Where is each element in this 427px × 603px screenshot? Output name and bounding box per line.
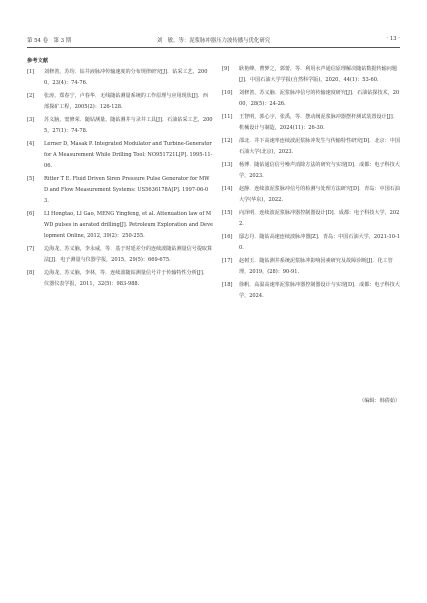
reference-text: 边海龙，苏义脑，李永威，等．基于时延差分的连续波随钻测量信号提取算法[J]．电子测量与仪器学报，2015，29(5)：669-675. <box>44 246 213 263</box>
reference-number: [15] <box>222 210 233 216</box>
reference-number: [10] <box>222 90 233 96</box>
reference-number: [11] <box>222 114 233 120</box>
reference-item <box>27 244 213 266</box>
reference-item <box>222 160 400 182</box>
reference-list-right <box>222 64 400 302</box>
reference-number: [6] <box>27 211 35 217</box>
reference-item <box>222 208 400 230</box>
reference-number: [4] <box>27 141 35 147</box>
reference-number: [2] <box>27 93 35 99</box>
running-title: 刘 敏，等：泥浆脉冲器压力波传播与优化研究 <box>156 38 271 44</box>
references-right-column <box>222 64 400 304</box>
reference-text: 王智明，郭心宇，张禹，等．摆动阀泥浆脉冲器摆杆测试装置设计[J]．机械设计与制造，2024(11)：26-30. <box>239 114 398 131</box>
reference-number: [14] <box>222 186 233 192</box>
reference-item <box>222 232 400 254</box>
volume-issue: 第 54 卷 第 3 期 <box>27 38 72 44</box>
references-left-column <box>27 56 213 292</box>
reference-text: Ritter T E. Fluid Driven Siren Pressure Pulse Generator for MWD and Flow Measurement Systems: US5636178A[P]. 1997-06-03. <box>44 176 210 204</box>
reference-number: [5] <box>27 176 35 182</box>
reference-text: 苏义脑，窦修荣．随钻测量、随钻测井与录井工具[J]．石油钻采工艺，2005，27(1)：74-78. <box>44 117 213 134</box>
reference-number: [13] <box>222 162 233 168</box>
reference-text: Lerner D, Masak P. Integrated Modulator and Turbine-Generator for A Measurement While Drilling Tool: NO951721L[P]. 1995-11-06. <box>44 141 213 169</box>
reference-item <box>222 64 400 86</box>
running-header <box>27 36 400 46</box>
reference-number: [3] <box>27 117 35 123</box>
reference-text: 徐帆．高温高速率泥浆脉冲器控制器设计与实现[D]．成都：电子科技大学，2024. <box>239 282 400 299</box>
reference-item <box>27 209 213 242</box>
reference-item <box>27 139 213 172</box>
reference-item <box>27 67 213 89</box>
reference-item <box>222 88 400 110</box>
reference-item <box>222 136 400 158</box>
reference-item <box>222 112 400 134</box>
header-rule <box>27 47 400 48</box>
reference-number: [7] <box>27 246 35 252</box>
editor-note: （编辑：韩倩茹） <box>359 398 400 404</box>
reference-item <box>222 256 400 278</box>
reference-text: 邸志丹．随钻高速连续波脉冲器[Z]．青岛：中国石油大学，2021-10-10. <box>239 234 400 251</box>
reference-text: 赵树玉．随钻测井系统泥浆脉冲影响因素研究及故障诊断[J]．化工管理，2019，(28)：90-91. <box>239 258 393 275</box>
page-number: · 13 · <box>386 36 400 42</box>
reference-number: [12] <box>222 138 233 144</box>
reference-number: [9] <box>222 66 230 72</box>
reference-text: 耿艳峰，曹梦之，郭蕾，等．利用水声通信原理解决随钻数据传输问题[J]．中国石油大学学报(自然科学版)，2020，44(1)：53-60. <box>239 66 397 83</box>
reference-item <box>222 184 400 206</box>
reference-item <box>27 268 213 290</box>
reference-number: [17] <box>222 258 233 264</box>
reference-text: 刘修善，苏均．钻井液脉冲传输速度的分布规律研究[J]．钻采工艺，2000，23(4)：74-76. <box>44 69 208 86</box>
reference-text: 张涛，郑春宁，卢春华．无线随钻测量系统的工作原理与应用现状[J]．西部探矿工程，2005(2)：126-128. <box>44 93 208 110</box>
reference-list-left <box>27 67 213 290</box>
reference-number: [18] <box>222 282 233 288</box>
reference-item <box>222 280 400 302</box>
reference-text: 向泽明．连续波泥浆脉冲器控制器设计[D]．成都：电子科技大学，2022. <box>239 210 400 227</box>
reference-text: 刘修善，苏义脑．泥浆脉冲信号的传输速度研究[J]．石油钻探技术，2000，28(5)：24-26. <box>239 90 400 107</box>
reference-number: [1] <box>27 69 35 75</box>
reference-item <box>27 91 213 113</box>
reference-text: 边海龙，苏义脑，李林，等．连续波随钻测量信号并于传输特性分析[J]．仪器仪表学报，2011，32(5)：983-988. <box>44 270 208 287</box>
reference-text: LI Hongtao, LI Gao, MENG Yingfeng, et al. Attenuation law of MWD pulses in aerated drilling[J]. Petroleum Exploration and Development Online, 2012, 39(2)：250-255. <box>44 211 213 239</box>
reference-text: 杨博．随钻通信信号噪声消除方法的研究与实现[D]．成都：电子科技大学，2023. <box>239 162 400 179</box>
reference-item <box>27 174 213 207</box>
reference-number: [8] <box>27 270 35 276</box>
reference-text: 邵北．井下高速率连续波泥浆脉冲发生与传输特性研究[D]．北京：中国石油大学(北京)，2023. <box>239 138 400 155</box>
reference-item <box>27 115 213 137</box>
reference-number: [16] <box>222 234 233 240</box>
reference-text: 赵静．连续波泥浆脉冲信号的检测与处理方法研究[D]．青岛：中国石油大学(华东)，2022. <box>239 186 400 203</box>
references-heading: 参考文献 <box>27 58 49 64</box>
